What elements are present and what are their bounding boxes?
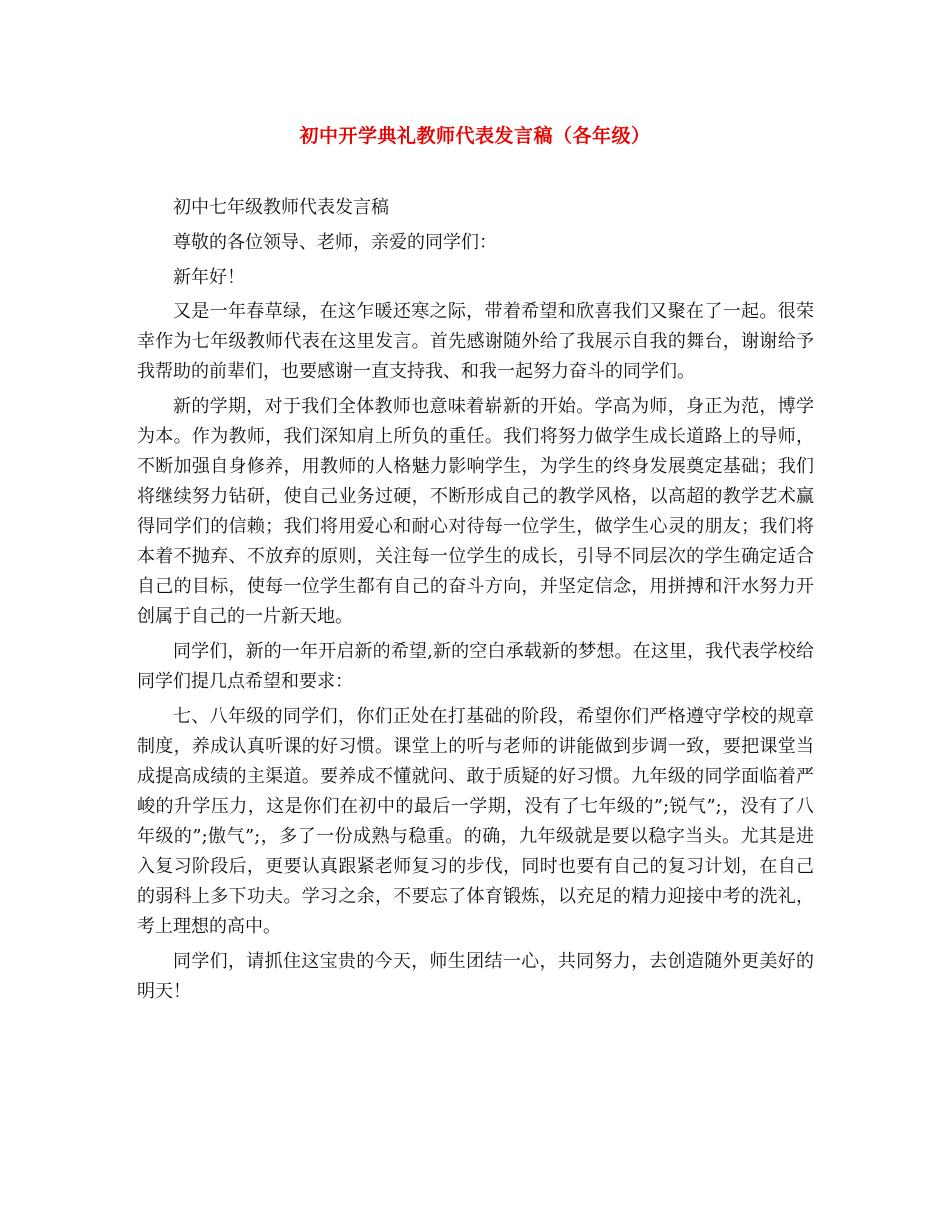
paragraph-subtitle: 初中七年级教师代表发言稿	[173, 197, 389, 218]
paragraph-hopes-intro: 同学们，新的一年开启新的希望,新的空白承载新的梦想。在这里，我代表学校给同学们提几点希望和要求：	[137, 640, 814, 692]
paragraph-teacher-commitment: 新的学期，对于我们全体教师也意味着崭新的开始。学高为师，身正为范，博学为本。作为教师，我们深知肩上所负的重任。我们将努力做学生成长道路上的导师，不断加强自身修养，用教师的人格魅力影响学生，为学生的终身发展奠定基础；我们将继续努力钻研，使自己业务过硬，不断形成自己的教学风格，以高超的教学艺术赢得同学们的信赖；我们将用爱心和耐心对待每一位学生，做学生心灵的朋友；我们将本着不抛弃、不放弃的原则，关注每一位学生的成长，引导不同层次的学生确定适合自己的目标，使每一位学生都有自己的奋斗方向，并坚定信念，用拼搏和汗水努力开创属于自己的一片新天地。	[137, 396, 814, 628]
paragraph-grade-requirements: 七、八年级的同学们，你们正处在打基础的阶段，希望你们严格遵守学校的规章制度，养成认真听课的好习惯。课堂上的听与老师的讲能做到步调一致，要把课堂当成提高成绩的主渠道。要养成不懂就问、敢于质疑的好习惯。九年级的同学面临着严峻的升学压力，这是你们在初中的最后一学期，没有了七年级的”;锐气”;，没有了八年级的”;傲气”;，多了一份成熟与稳重。的确，九年级就是要以稳字当头。尤其是进入复习阶段后，更要认真跟紧老师复习的步伐，同时也要有自己的复习计划，在自己的弱科上多下功夫。学习之余，不要忘了体育锻炼，以充足的精力迎接中考的洗礼，考上理想的高中。	[137, 705, 814, 937]
paragraph-opening: 又是一年春草绿，在这乍暖还寒之际，带着希望和欣喜我们又聚在了一起。很荣幸作为七年级教师代表在这里发言。首先感谢随外给了我展示自我的舞台，谢谢给予我帮助的前辈们，也要感谢一直支持我、和我一起努力奋斗的同学们。	[137, 301, 814, 383]
paragraph-salutation: 尊敬的各位领导、老师，亲爱的同学们：	[173, 231, 497, 253]
document-body	[137, 193, 814, 1011]
document-title: 初中开学典礼教师代表发言稿（各年级）	[299, 125, 651, 147]
paragraph-closing: 同学们，请抓住这宝贵的今天，师生团结一心，共同努力，去创造随外更美好的明天！	[137, 950, 814, 1002]
paragraph-greeting: 新年好！	[173, 266, 245, 288]
